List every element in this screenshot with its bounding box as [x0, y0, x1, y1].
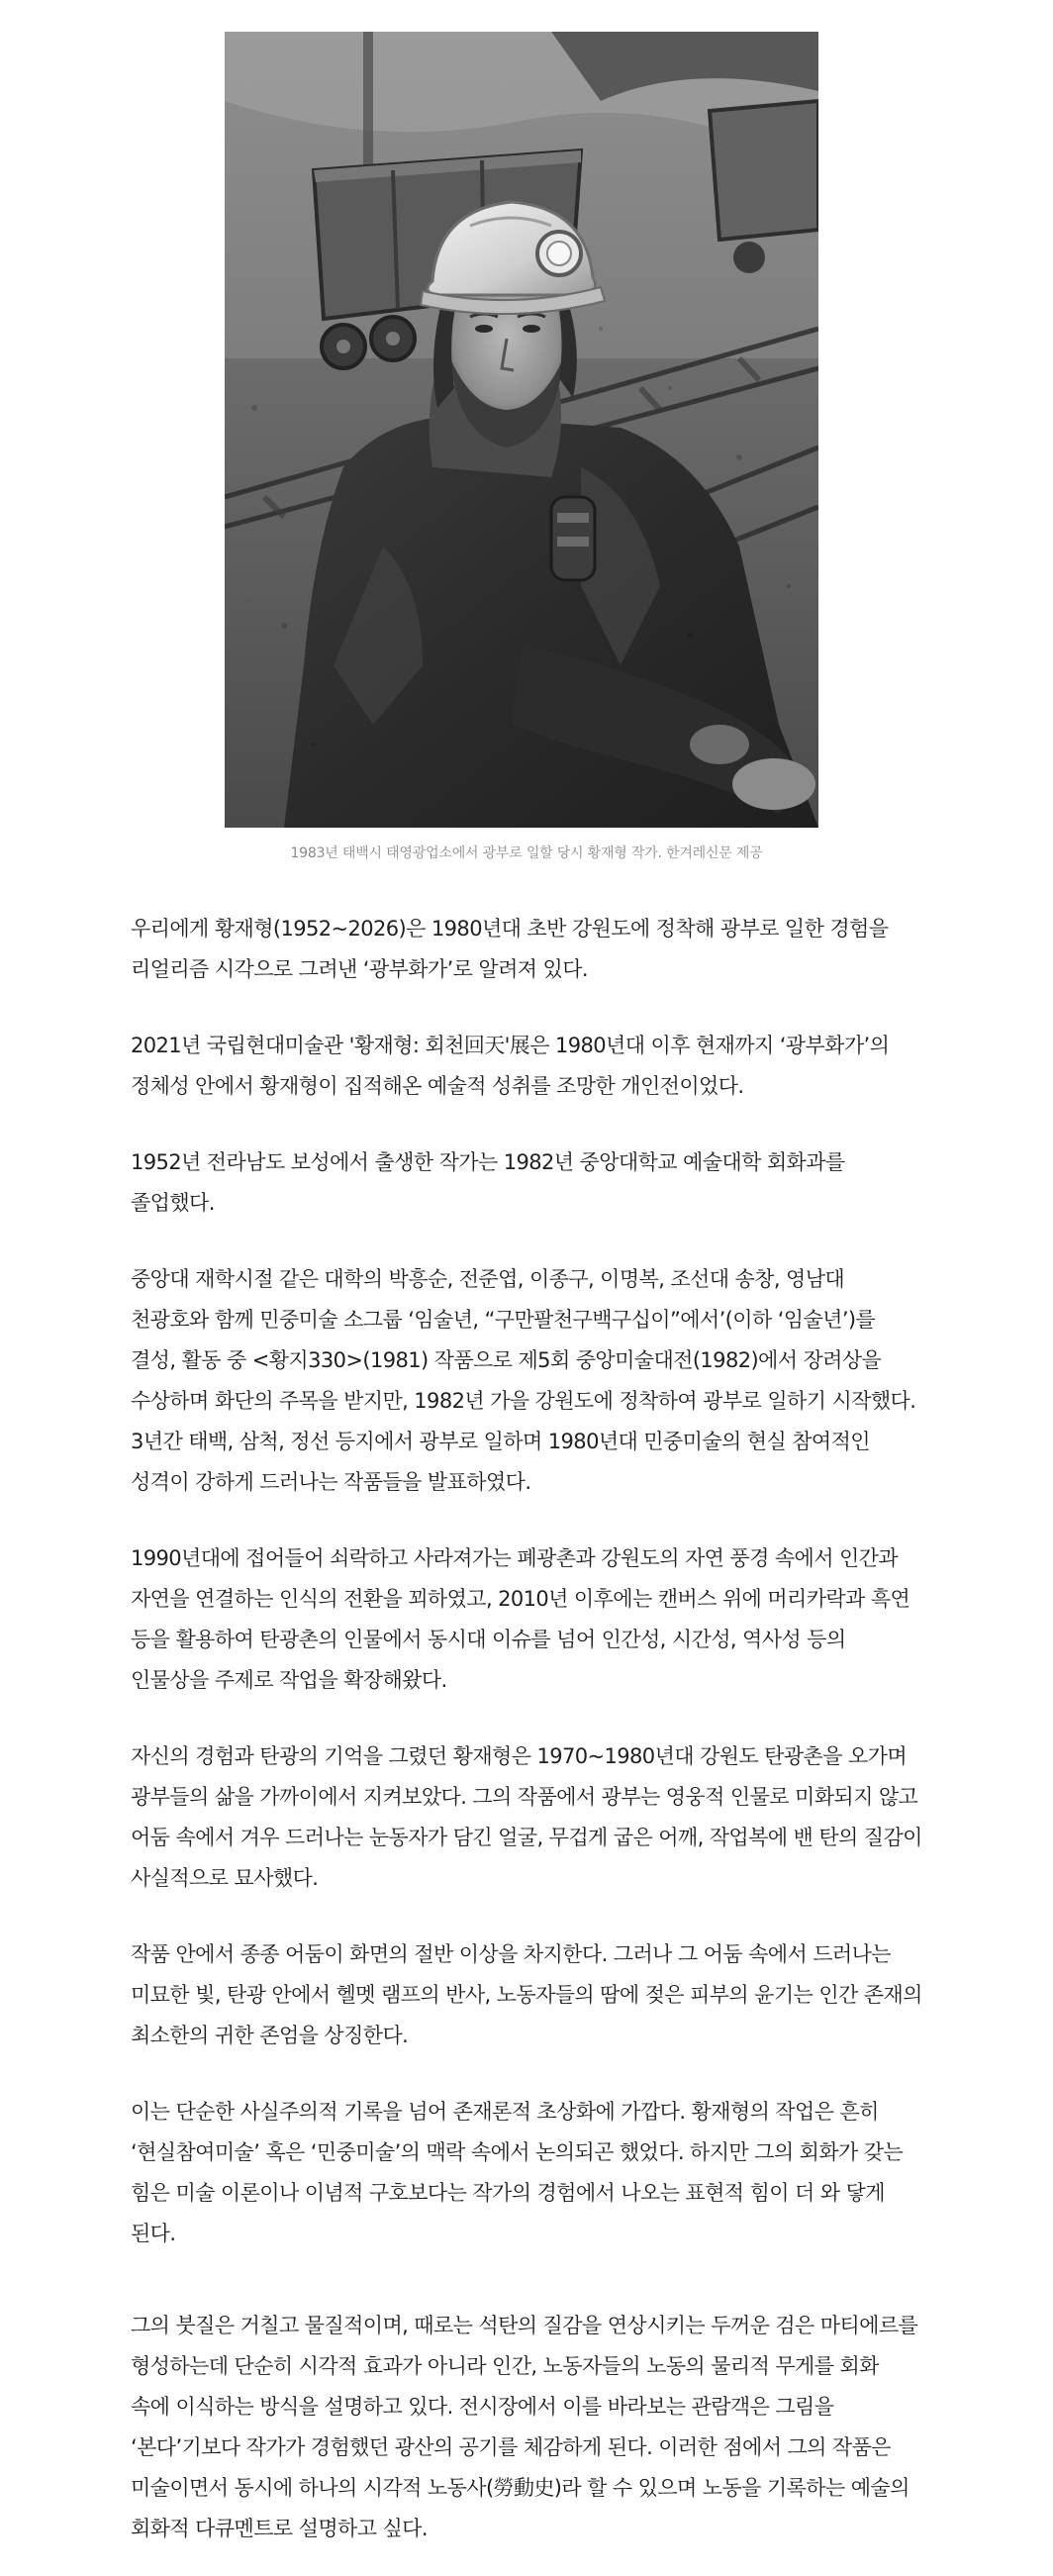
paragraph: 작품 안에서 종종 어둠이 화면의 절반 이상을 차지한다. 그러나 그 어둠 속에서 드러나는 미묘한 빛, 탄광 안에서 헬멧 램프의 반사, 노동자들의 땀에 젖은 피부의 윤기는 인간 존재의 최소한의 귀한 존엄을 상징한다.: [131, 1942, 922, 2047]
paragraph: 그의 붓질은 거칠고 물질적이며, 때로는 석탄의 질감을 연상시키는 두꺼운 검은 마티에르를 형성하는데 단순히 시각적 효과가 아니라 인간, 노동자들의 노동의 물리적 무게를 회화 속에 이식하는 방식을 설명하고 있다. 전시장에서 이를 바라보는 관람객은 그림을 ‘본다’기보다 작가가 경험했던 광산의 공기를 체감하게 된다. 이러한 점에서 그의 작품은 미술이면서 동시에 하나의 시각적 노동사(勞動史)라 할 수 있으며 노동을 기록하는 예술의 회화적 다큐멘트로 설명하고 싶다.: [131, 2314, 918, 2540]
paragraph: 자신의 경험과 탄광의 기억을 그렸던 황재형은 1970~1980년대 강원도 탄광촌을 오가며 광부들의 삶을 가까이에서 지켜보았다. 그의 작품에서 광부는 영웅적 인물로 미화되지 않고 어둠 속에서 겨우 드러나는 눈동자가 담긴 얼굴, 무겁게 굽은 어깨, 작업복에 밴 탄의 질감이 사실적으로 묘사했다.: [131, 1744, 922, 1890]
paragraph: 이는 단순한 사실주의적 기록을 넘어 존재론적 초상화에 가깝다. 황재형의 작업은 흔히 ‘현실참여미술’ 혹은 ‘민중미술’의 맥락 속에서 논의되곤 했었다. 하지만 그의 회화가 갖는 힘은 미술 이론이나 이념적 구호보다는 작가의 경험에서 나오는 표현적 힘이 더 와 닿게 된다.: [131, 2100, 904, 2245]
paragraph: 2021년 국립현대미술관 '황재형: 회천回天'展은 1980년대 이후 현재까지 ‘광부화가’의 정체성 안에서 황재형이 집적해온 예술적 성취를 조망한 개인전이었다.: [131, 1034, 890, 1098]
paragraph: 우리에게 황재형(1952~2026)은 1980년대 초반 강원도에 정착해 광부로 일한 경험을 리얼리즘 시각으로 그려낸 ‘광부화가’로 알려져 있다.: [131, 917, 889, 981]
paragraph: 1952년 전라남도 보성에서 출생한 작가는 1982년 중앙대학교 예술대학 회화과를 졸업했다.: [131, 1150, 845, 1215]
article-body: [131, 909, 922, 2549]
miner-photo-illustration: [225, 32, 818, 828]
photo-caption: 1983년 태백시 태영광업소에서 광부로 일할 당시 황재형 작가. 한겨레신문 제공: [290, 845, 763, 861]
paragraph: 1990년대에 접어들어 쇠락하고 사라져가는 폐광촌과 강원도의 자연 풍경 속에서 인간과 자연을 연결하는 인식의 전환을 꾀하였고, 2010년 이후에는 캔버스 위에 머리카락과 흑연 등을 활용하여 탄광촌의 인물에서 동시대 이슈를 넘어 인간성, 시간성, 역사성 등의 인물상을 주제로 작업을 확장해왔다.: [131, 1546, 910, 1692]
article-photo: [225, 32, 818, 828]
paragraph: 중앙대 재학시절 같은 대학의 박흥순, 전준엽, 이종구, 이명복, 조선대 송창, 영남대 천광호와 함께 민중미술 소그룹 ‘임술년, “구만팔천구백구십이”에서’(이하 ‘임술년’)를 결성, 활동 중 <황지330>(1981) 작품으로 제5회 중앙미술대전(1982)에서 장려상을 수상하며 화단의 주목을 받지만, 1982년 가을 강원도에 정착하여 광부로 일하기 시작했다. 3년간 태백, 삼척, 정선 등지에서 광부로 일하며 1980년대 민중미술의 현실 참여적인 성격이 강하게 드러나는 작품들을 발표하였다.: [131, 1267, 916, 1494]
